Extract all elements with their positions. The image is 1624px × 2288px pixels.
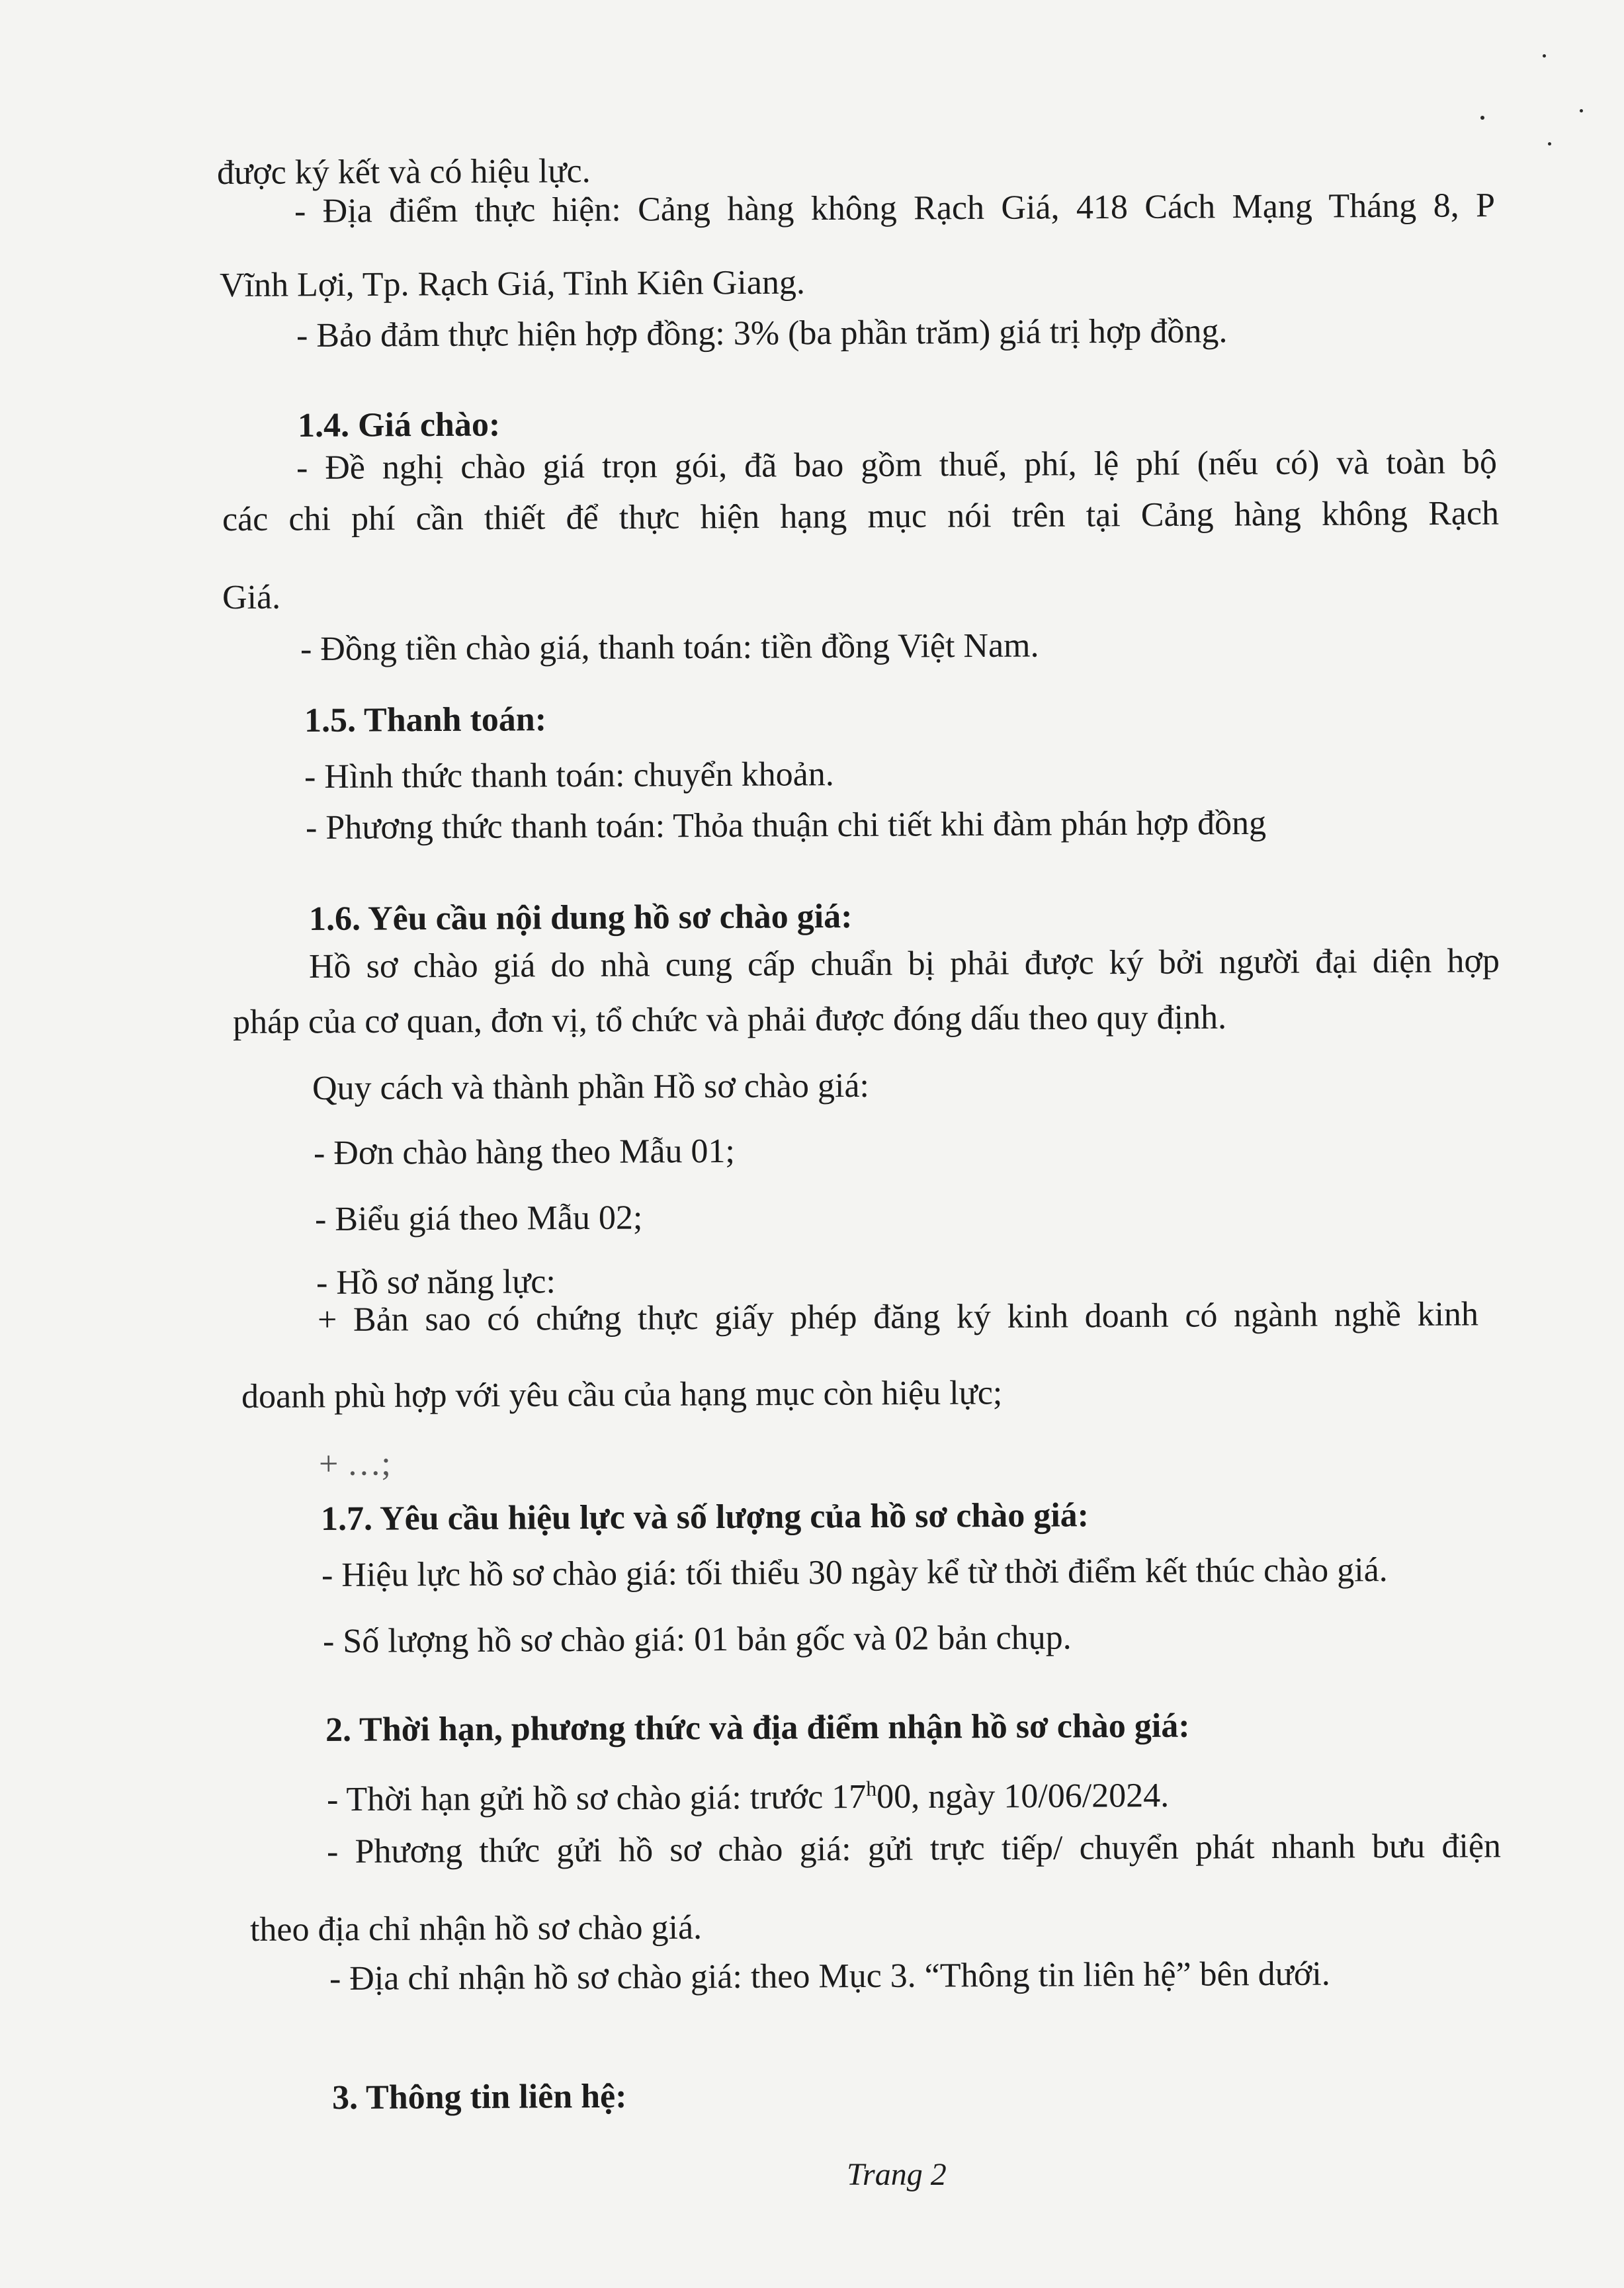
- scan-speck: [1480, 116, 1484, 120]
- section-heading: 2. Thời hạn, phương thức và địa điểm nhận hồ sơ chào giá:: [325, 1707, 1190, 1749]
- section-heading: 1.4. Giá chào:: [297, 405, 501, 445]
- text-line: + Bản sao có chứng thực giấy phép đăng ký kinh doanh có ngành nghề kinh: [317, 1295, 1479, 1339]
- text-line: Quy cách và thành phần Hồ sơ chào giá:: [312, 1066, 870, 1107]
- deadline-line: [327, 1766, 1170, 1822]
- scan-speck: [1548, 142, 1551, 146]
- text-line: pháp của cơ quan, đơn vị, tổ chức và phải được đóng dấu theo quy định.: [232, 998, 1227, 1041]
- text-line: Vĩnh Lợi, Tp. Rạch Giá, Tỉnh Kiên Giang.: [219, 263, 806, 304]
- page-number: Trang 2: [847, 2157, 947, 2192]
- text-line: Hồ sơ chào giá do nhà cung cấp chuẩn bị phải được ký bởi người đại diện hợp: [308, 942, 1500, 986]
- text-line: - Đồng tiền chào giá, thanh toán: tiền đồng Việt Nam.: [300, 626, 1039, 668]
- text-line: doanh phù hợp với yêu cầu của hạng mục còn hiệu lực;: [241, 1374, 1003, 1416]
- scan-speck: [1543, 54, 1546, 58]
- section-heading: 1.5. Thanh toán:: [304, 700, 547, 740]
- deadline-prefix: - Thời hạn gửi hồ sơ chào giá: trước: [326, 1778, 832, 1819]
- deadline-time: [832, 1778, 911, 1816]
- text-line: - Địa chỉ nhận hồ sơ chào giá: theo Mục 3. “Thông tin liên hệ” bên dưới.: [329, 1955, 1330, 1998]
- text-line: theo địa chỉ nhận hồ sơ chào giá.: [249, 1908, 703, 1949]
- text-line: - Phương thức gửi hồ sơ chào giá: gửi trực tiếp/ chuyển phát nhanh bưu điện: [326, 1827, 1502, 1871]
- text-line: - Hình thức thanh toán: chuyển khoản.: [304, 755, 834, 796]
- text-line: - Hồ sơ năng lực:: [316, 1263, 556, 1302]
- text-line: + …;: [318, 1445, 391, 1483]
- text-line: - Địa điểm thực hiện: Cảng hàng không Rạch Giá, 418 Cách Mạng Tháng 8, P: [294, 187, 1496, 230]
- text-line: được ký kết và có hiệu lực.: [216, 152, 591, 192]
- text-line: - Biểu giá theo Mẫu 02;: [314, 1199, 643, 1238]
- text-line: - Đề nghị chào giá trọn gói, đã bao gồm thuế, phí, lệ phí (nếu có) và toàn bộ: [296, 443, 1498, 487]
- section-heading: 1.7. Yêu cầu hiệu lực và số lượng của hồ sơ chào giá:: [320, 1496, 1090, 1538]
- section-heading: 1.6. Yêu cầu nội dung hồ sơ chào giá:: [308, 897, 853, 938]
- scan-speck: [1580, 109, 1583, 112]
- deadline-date: , ngày 10/06/2024.: [911, 1777, 1170, 1816]
- section-heading: 3. Thông tin liên hệ:: [331, 2077, 627, 2117]
- text-line: Giá.: [222, 578, 281, 616]
- text-line: - Hiệu lực hồ sơ chào giá: tối thiểu 30 ngày kể từ thời điểm kết thúc chào giá.: [321, 1551, 1388, 1594]
- text-line: - Số lượng hồ sơ chào giá: 01 bản gốc và 02 bản chụp.: [322, 1619, 1072, 1660]
- text-line: - Đơn chào hàng theo Mẫu 01;: [313, 1132, 736, 1172]
- text-line: các chi phí cần thiết để thực hiện hạng mục nói trên tại Cảng hàng không Rạch: [222, 494, 1500, 538]
- text-line: - Phương thức thanh toán: Thỏa thuận chi tiết khi đàm phán hợp đồng: [305, 804, 1267, 847]
- deadline-hour: 17: [832, 1778, 867, 1816]
- text-line: - Bảo đảm thực hiện hợp đồng: 3% (ba phần trăm) giá trị hợp đồng.: [296, 312, 1228, 355]
- deadline-minute: 00: [876, 1778, 912, 1816]
- deadline-hour-mark: h: [866, 1776, 877, 1801]
